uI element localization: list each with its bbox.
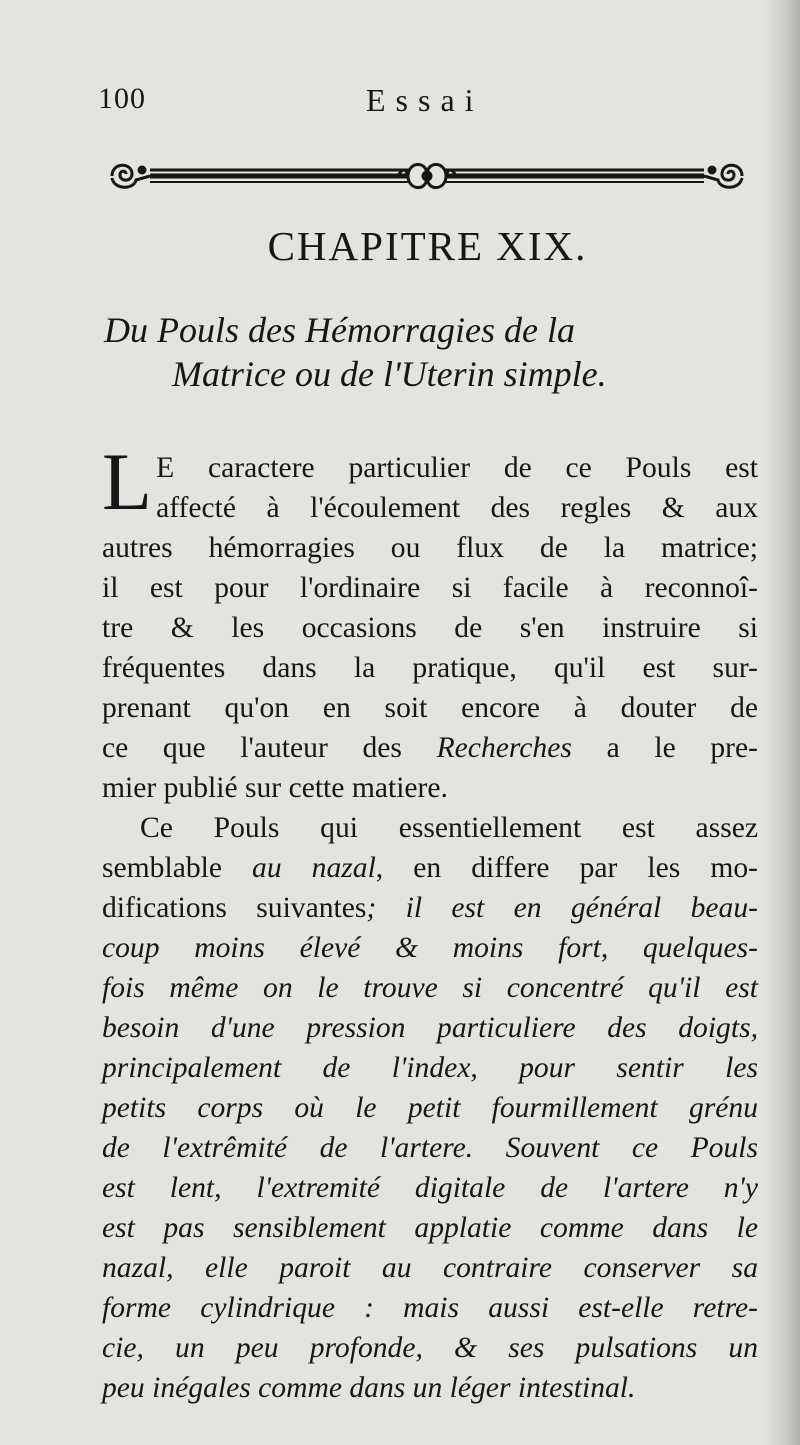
running-head	[98, 82, 748, 122]
text-line: il est pour l'ordinaire si facile à reconnoî-	[102, 572, 758, 604]
ornament-right-flourish	[704, 165, 742, 187]
text-fragment: semblable	[102, 852, 222, 884]
ornament-center-flourish	[398, 164, 456, 187]
text-line: E caractere particulier de ce Pouls est	[156, 452, 758, 484]
text-line: est pas sensiblement applatie comme dans le	[102, 1212, 758, 1244]
text-line: fréquentes dans la pratique, qu'il est sur-	[102, 652, 758, 684]
text-line	[102, 888, 758, 928]
text-line: de l'extrêmité de l'artere. Souvent ce Pouls	[102, 1132, 758, 1164]
text-line: prenant qu'on en soit encore à douter de	[102, 692, 758, 724]
text-fragment: a le pre-	[606, 732, 759, 764]
text-fragment: , en differe par les mo-	[375, 852, 758, 884]
text-line: forme cylindrique : mais aussi est-elle retre-	[102, 1292, 758, 1324]
body-text	[102, 436, 759, 1408]
text-fragment: difications suivantes	[102, 892, 367, 924]
text-line: fois même on le trouve si concentré qu'il est	[102, 972, 758, 1004]
text-line	[102, 848, 758, 888]
text-line: besoin d'une pression particuliere des doigts,	[102, 1012, 758, 1044]
text-line: autres hémorragies ou flux de la matrice;	[102, 532, 758, 564]
text-line: tre & les occasions de s'en instruire si	[102, 612, 758, 644]
text-line: Ce Pouls qui essentiellement est assez	[140, 812, 758, 844]
running-title: Essai	[366, 82, 484, 118]
book-title-recherches: Recherches	[436, 732, 572, 764]
chapter-title	[104, 308, 754, 396]
drop-cap: L	[102, 436, 153, 527]
text-line: principalement de l'index, pour sentir les	[102, 1052, 758, 1084]
text-line	[102, 728, 758, 768]
text-fragment: ce que l'auteur des	[102, 732, 402, 764]
paragraph-1	[102, 436, 759, 808]
ornament-left-flourish	[112, 165, 150, 187]
text-line: est lent, l'extremité digitale de l'artere n'y	[102, 1172, 758, 1204]
text-line: peu inégales comme dans un léger intestinal.	[102, 1372, 636, 1404]
text-line: petits corps où le petit fourmillement grénu	[102, 1092, 758, 1124]
ornamental-rule	[106, 156, 748, 196]
text-line: coup moins élevé & moins fort, quelques-	[102, 932, 758, 964]
page-number: 100	[98, 82, 146, 115]
chapter-title-line-2: Matrice ou de l'Uterin simple.	[172, 354, 607, 394]
italic-fragment: ; il est en général beau-	[366, 892, 758, 924]
chapter-heading: CHAPITRE XIX.	[267, 223, 588, 269]
text-line: affecté à l'écoulement des regles & aux	[156, 492, 758, 524]
text-line: mier publié sur cette matiere.	[102, 772, 448, 804]
page-edge-shadow	[762, 0, 800, 1445]
italic-fragment: au nazal	[252, 852, 376, 884]
paragraph-2	[102, 808, 758, 1408]
text-line: cie, un peu profonde, & ses pulsations un	[102, 1332, 758, 1364]
chapter-title-line-1: Du Pouls des Hémorragies de la	[104, 310, 575, 350]
text-line: nazal, elle paroit au contraire conserver sa	[102, 1252, 758, 1284]
